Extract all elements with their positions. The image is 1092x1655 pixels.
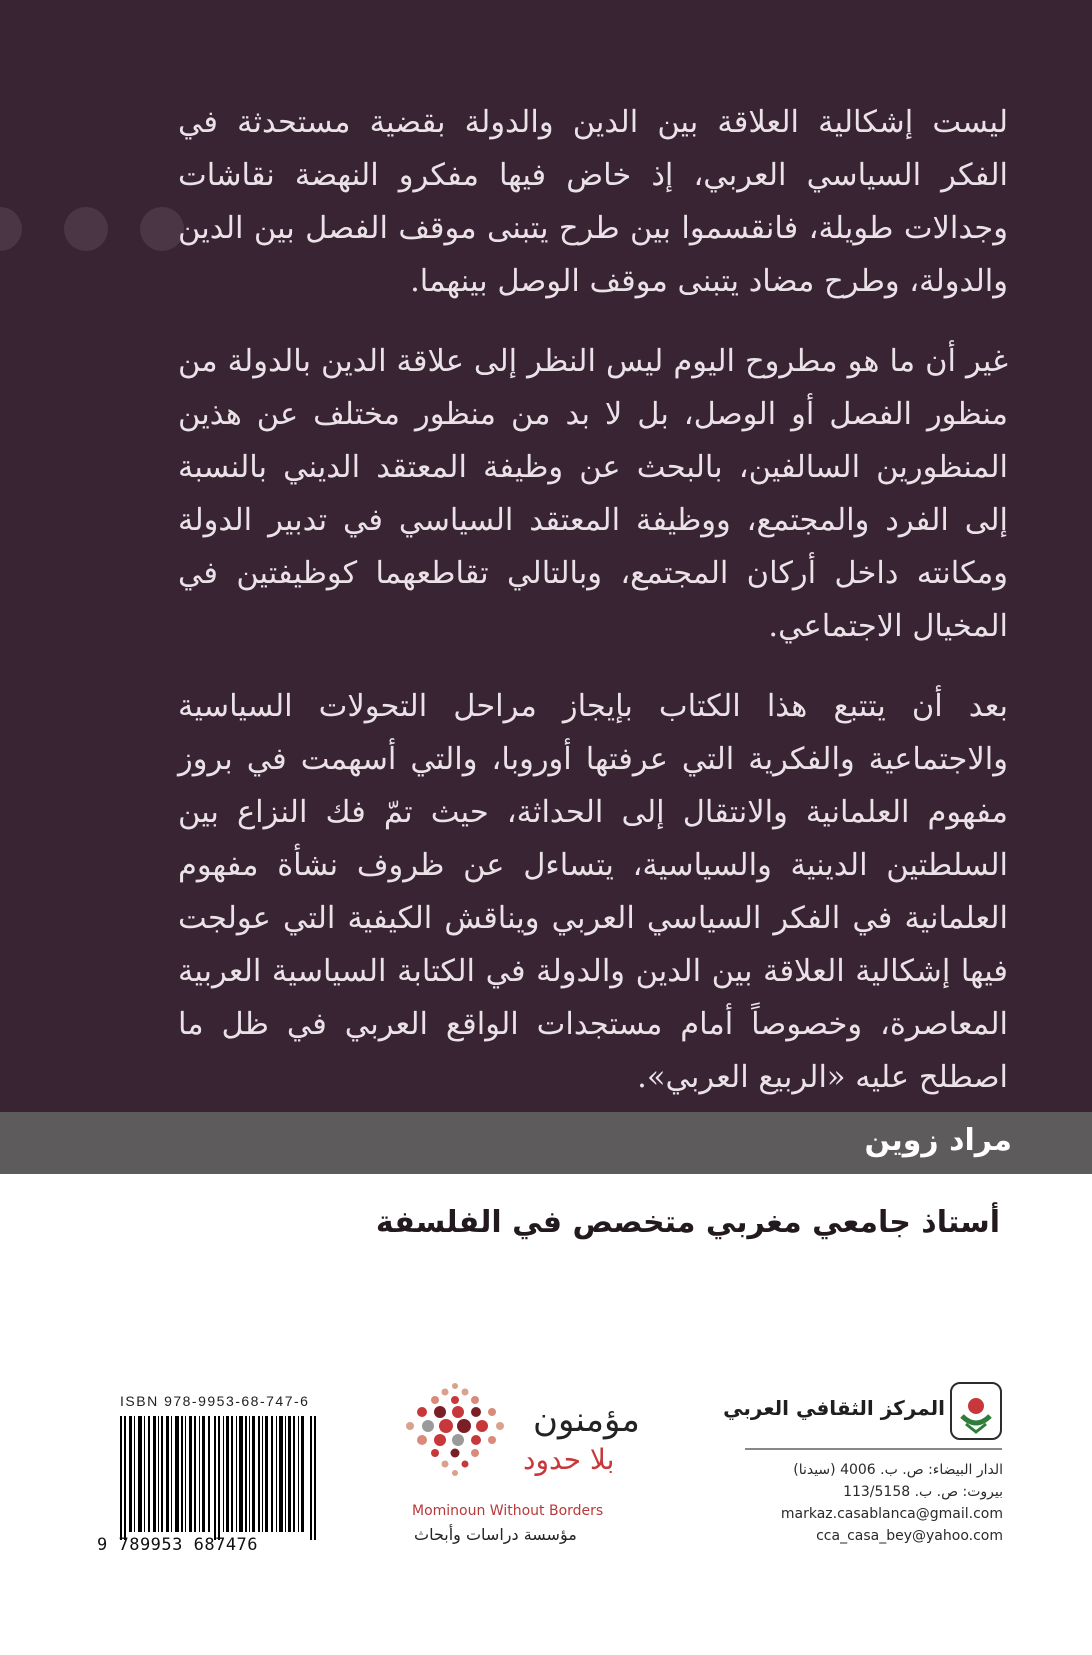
mominoun-arabic-tagline: بلا حدود (523, 1443, 615, 1476)
decor-dot (0, 207, 22, 251)
decor-dot (64, 207, 108, 251)
mominoun-english-name: Mominoun Without Borders (412, 1503, 604, 1519)
mominoun-arabic-name: مؤمنون (533, 1400, 640, 1440)
blurb-paragraph-1: ليست إشكالية العلاقة بين الدين والدولة بقضية مستحدثة في الفكر السياسي العربي، إذ خاض فيها مفكرو النهضة نقاشات وجدالات طويلة، فانقسموا بين طرح يتبنى موقف الفصل بين الدين والدولة، وطرح مضاد يتبنى موقف الوصل بينهما. (178, 105, 1008, 299)
publisher-email-1: markaz.casablanca@gmail.com (780, 1506, 1003, 1522)
mominoun-logo-icon (400, 1380, 510, 1480)
barcode-digits: 9 789953 687476 (97, 1535, 259, 1555)
blurb-text (178, 96, 1008, 1131)
blurb-paragraph-2: غير أن ما هو مطروح اليوم ليس النظر إلى علاقة الدين بالدولة من منظور الفصل أو الوصل، بل لا بد من منظور مختلف عن هذين المنظورين السالفين، بالبحث عن وظيفة المعتقد الديني بالنسبة إلى الفرد والمجتمع، ووظيفة المعتقد السياسي في تدبير الدولة ومكانته داخل أركان المجتمع، وبالتالي تقاطعهما كوظيفتين في المخيال الاجتماعي. (178, 344, 1008, 644)
isbn-barcode (118, 1416, 318, 1540)
publisher-name: المركز الثقافي العربي (723, 1396, 945, 1420)
publisher-divider (745, 1448, 1002, 1450)
publisher-address-casablanca: الدار البيضاء: ص. ب. 4006 (سيدنا) (793, 1462, 1003, 1478)
publisher-address-beirut: بيروت: ص. ب. 113/5158 (843, 1484, 1003, 1500)
author-name: مراد زوين (864, 1123, 1012, 1158)
blurb-paragraph-3: بعد أن يتتبع هذا الكتاب بإيجاز مراحل التحولات السياسية والاجتماعية والفكرية التي عرفتها أوروبا، والتي أسهمت في بروز مفهوم العلمانية والانتقال إلى الحداثة، حيث تمّ فك النزاع بين السلطتين الدينية والسياسية، يتساءل عن ظروف نشأة مفهوم العلمانية في الفكر السياسي العربي ويناقش الكيفية التي عولجت فيها إشكالية العلاقة بين الدين والدولة في الكتابة السياسية العربية المعاصرة، وخصوصاً أمام مستجدات الواقع العربي في ظل ما اصطلح عليه «الربيع العربي». (178, 689, 1008, 1095)
publisher-contact (781, 1459, 1003, 1547)
isbn-label: ISBN 978-9953-68-747-6 (120, 1393, 310, 1409)
author-description: أستاذ جامعي مغربي متخصص في الفلسفة (375, 1205, 1000, 1240)
publisher-emblem-icon (950, 1382, 1002, 1440)
mominoun-subtitle: مؤسسة دراسات وأبحاث (414, 1525, 577, 1544)
publisher-email-2: cca_casa_bey@yahoo.com (816, 1528, 1003, 1544)
